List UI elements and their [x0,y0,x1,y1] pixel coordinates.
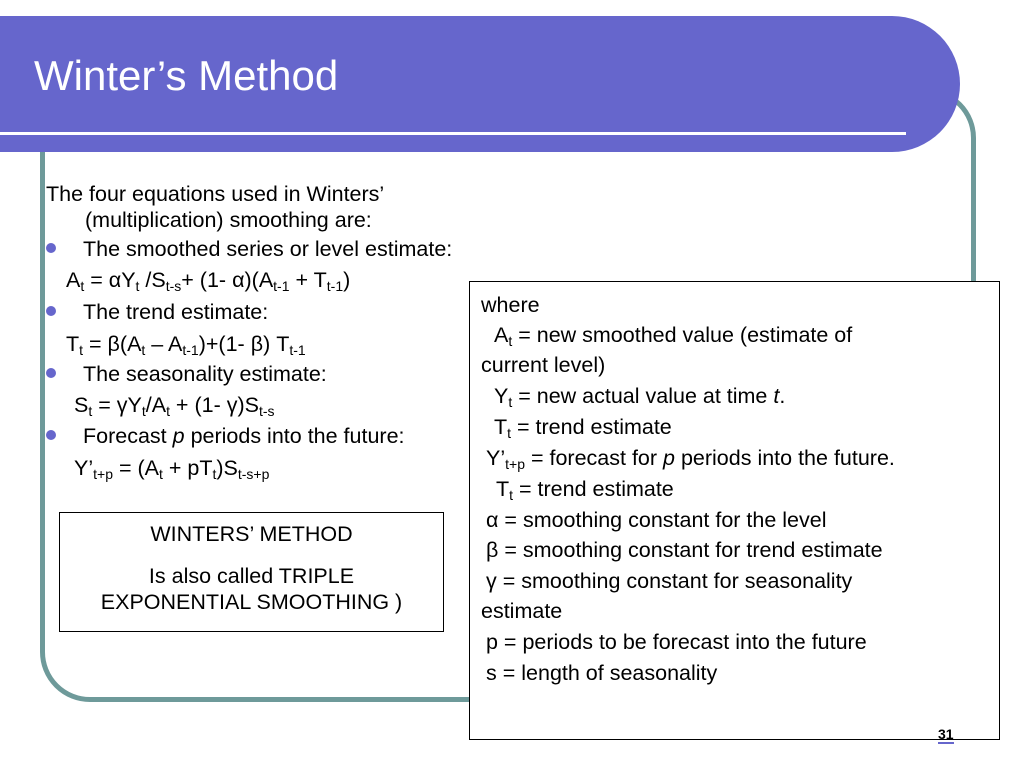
intro-text [46,181,384,233]
definition-beta: β = smoothing constant for trend estimate [486,538,883,562]
winters-method-note-box [59,512,444,632]
definition-p: p = periods to be forecast into the future [486,630,867,654]
bullet-dot-icon [46,243,56,253]
title-underline [0,132,906,135]
definition-gamma: γ = smoothing constant for seasonality [486,569,853,593]
bullet-level-text: The smoothed series or level estimate: [83,237,453,261]
bullet-forecast: Forecast p periods into the future: [46,423,405,449]
bullet-season-text: The seasonality estimate: [83,362,327,386]
equation-season: $S_t = \gamma Y_t/A_t + (1-$ $\gamma)S_{t-s}$ [74,393,275,419]
definition-a-cont: current level) [481,353,606,377]
definition-a: $A_t$ = new smoothed value (estimate of [494,323,853,349]
definition-y-forecast: $Y’_{t+p}$ = forecast for p periods into the future. [486,446,895,472]
intro-line-2: (multiplication) smoothing are: [85,208,372,232]
definitions-box [469,281,1000,740]
definition-y: $Y_t$ = new actual value at time t. [494,384,786,410]
bullet-trend-text: The trend estimate: [83,300,269,324]
where-label: where [481,293,540,317]
definition-t-2: $T_t$ = trend estimate [496,477,674,503]
bullet-level [46,236,452,262]
equation-trend: $T_t = \beta(A_t - A_{t-1})+(1-$ β) $T_{t-1}$ [66,332,306,358]
page-number: 31 [938,726,954,742]
winters-box-line-1: Is also called TRIPLE [148,564,355,588]
bullet-dot-icon [46,306,56,316]
equation-forecast: $Y’_{t+p} = (A_t + pT_t)S_{t-s+p}$ [74,456,270,482]
bullet-trend [46,299,268,325]
definition-alpha: α = smoothing constant for the level [486,508,827,532]
winters-box-heading: WINTERS’ METHOD [150,522,353,546]
slide-title: Winter’s Method [34,52,339,99]
definition-t: $T_t$ = trend estimate [494,415,672,441]
bullet-season [46,361,327,387]
intro-line-1: The four equations used in Winters’ [46,182,385,206]
definition-gamma-cont: estimate [481,599,563,623]
definition-s: s = length of seasonality [486,661,718,685]
winters-box-line-2: EXPONENTIAL SMOOTHING ) [100,590,403,614]
bullet-dot-icon [46,430,56,440]
bullet-dot-icon [46,368,56,378]
equation-level: $A_t = \alpha Y_t$ $/S_{t-s}+ (1-$ $\alpha)(A_{t-1} + T_{t-1})$ [66,268,351,294]
